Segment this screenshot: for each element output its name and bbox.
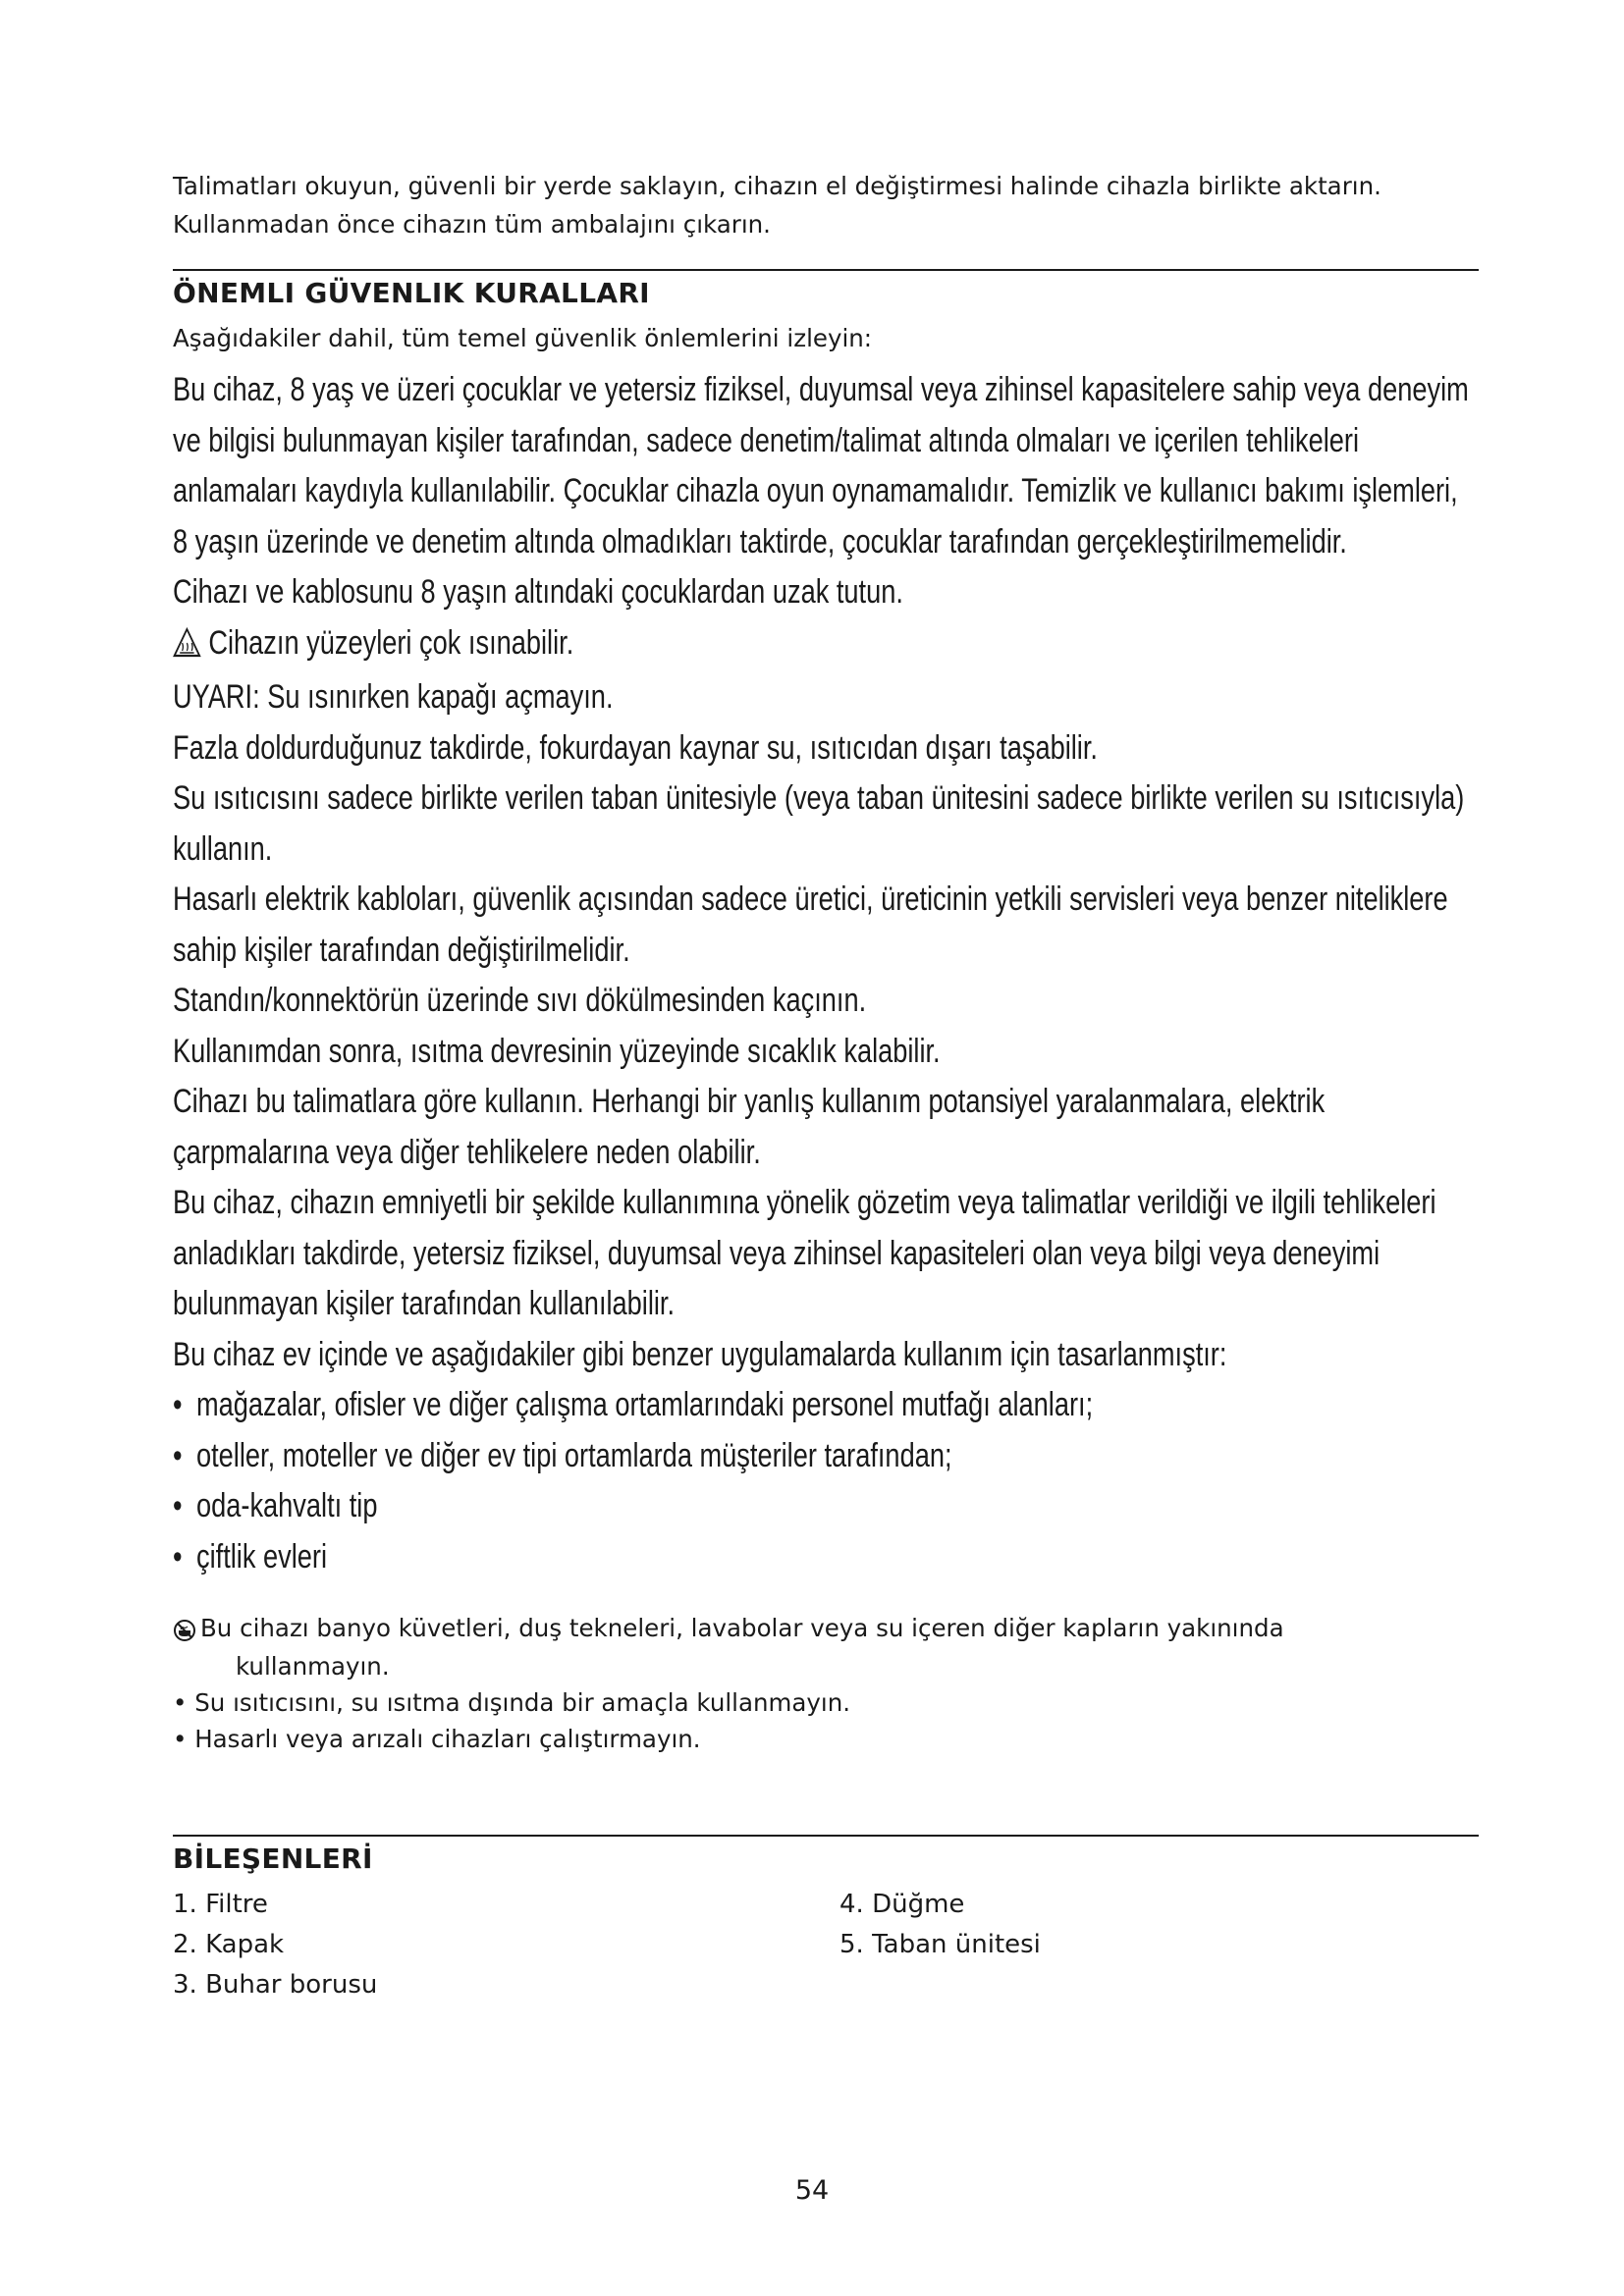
intro-text: [173, 167, 1469, 243]
note-purpose: • Su ısıtıcısını, su ısıtma dışında bir amaçla kullanmayın.: [173, 1687, 851, 1717]
safety-paragraph: Kullanımdan sonra, ısıtma devresinin yüzeyinde sıcaklık kalabilir.: [173, 1032, 941, 1070]
safety-paragraph: Hasarlı elektrik kabloları, güvenlik açısından sadece üretici, üreticinin yetkili servisleri veya benzer niteliklere sahip kişiler tarafından değiştirilmelidir.: [173, 881, 1448, 969]
safety-paragraph: Cihazı ve kablosunu 8 yaşın altındaki çocuklardan uzak tutun.: [173, 573, 903, 611]
components-heading: BİLEŞENLERİ: [173, 1842, 373, 1875]
intro-line-2: Kullanmadan önce cihazın tüm ambalajını çıkarın.: [173, 210, 771, 239]
section-divider: [173, 269, 1479, 271]
safety-paragraph: Standın/konnektörün üzerinde sıvı dökülmesinden kaçının.: [173, 982, 867, 1019]
list-item: 3. Buhar borusu: [173, 1970, 378, 2000]
no-bath-icon: [173, 1612, 200, 1648]
safety-paragraph: UYARI: Su ısınırken kapağı açmayın.: [173, 678, 614, 716]
safety-paragraph: Bu cihaz, 8 yaş ve üzeri çocuklar ve yetersiz fiziksel, duyumsal veya zihinsel kapasitelere sahip veya deneyim ve bilgisi bulunmayan kişiler tarafından, sadece denetim/talimat altında olmaları ve içerilen tehlikeleri anlamaları kaydıyla kullanılabilir. Çocuklar cihazla oyun oynamamalıdır. Temizlik ve kullanıcı bakımı işlemleri, 8 yaşın üzerinde ve denetim altında olmadıkları taktirde, çocuklar tarafından gerçekleştirilmemelidir.: [173, 371, 1469, 561]
safety-paragraph: Bu cihaz ev içinde ve aşağıdakiler gibi benzer uygulamalarda kullanım için tasarlanmıştır:: [173, 1335, 1227, 1373]
safety-subheading: Aşağıdakiler dahil, tüm temel güvenlik önlemlerini izleyin:: [173, 324, 873, 352]
page-number: 54: [794, 2175, 830, 2206]
list-item: 4. Düğme: [839, 1890, 965, 1919]
list-item: • oteller, moteller ve diğer ev tipi ortamlarda müşteriler tarafından;: [173, 1431, 1500, 1482]
bullet-dot: •: [173, 1724, 188, 1753]
list-item: 5. Taban ünitesi: [839, 1930, 1041, 1959]
hot-surface-warning-icon: [173, 622, 201, 673]
bullet-dot: •: [173, 1386, 183, 1423]
bullet-dot: •: [173, 1687, 188, 1717]
bullet-dot: •: [173, 1436, 183, 1474]
list-item: • oda-kahvaltı tip: [173, 1481, 1500, 1532]
small-notes: [173, 1610, 1469, 1757]
list-item: • mağazalar, ofisler ve diğer çalışma ortamlarındaki personel mutfağı alanları;: [173, 1380, 1500, 1431]
safety-paragraph: Fazla doldurduğunuz takdirde, fokurdayan kaynar su, ısıtıcıdan dışarı taşabilir.: [173, 728, 1098, 767]
safety-paragraph: Su ısıtıcısını sadece birlikte verilen taban ünitesiyle (veya taban ünitesini sadece birlikte verilen su ısıtıcısıyla) kullanın.: [173, 779, 1465, 868]
bullet-dot: •: [173, 1537, 183, 1575]
components-right-column: [839, 1885, 1041, 1965]
safety-paragraph: Bu cihaz, cihazın emniyetli bir şekilde kullanımına yönelik gözetim veya talimatlar verildiği ve ilgili tehlikeleri anladıkları takdirde, yetersiz fiziksel, duyumsal veya zihinsel kapasiteleri olan veya bilgi veya deneyimi bulunmayan kişiler tarafından kullanılabilir.: [173, 1184, 1436, 1322]
bullet-dot: •: [173, 1487, 183, 1524]
note-bath-continued: kullanmayın.: [236, 1651, 390, 1681]
safety-rules: [173, 365, 1469, 1582]
list-item: • çiftlik evleri: [173, 1532, 1500, 1583]
safety-paragraph: Cihazı bu talimatlara göre kullanın. Herhangi bir yanlış kullanım potansiyel yaralanmalara, elektrik çarpmalarına veya diğer tehlikelere neden olabilir.: [173, 1083, 1326, 1171]
safety-heading: ÖNEMLI GÜVENLIK KURALLARI: [173, 277, 650, 309]
section-divider: [173, 1835, 1479, 1837]
note-bath: Bu cihazı banyo küvetleri, duş tekneleri, lavabolar veya su içeren diğer kapların yakınında: [173, 1610, 1469, 1648]
safety-paragraph-hot-surface: [173, 618, 1477, 673]
components-left-column: [173, 1885, 377, 2005]
intro-line-1: Talimatları okuyun, güvenli bir yerde saklayın, cihazın el değiştirmesi halinde cihazla birlikte aktarın.: [173, 172, 1381, 200]
list-item: 1. Filtre: [173, 1890, 268, 1919]
list-item: 2. Kapak: [173, 1930, 285, 1959]
hot-surface-text: Cihazın yüzeyleri çok ısınabilir.: [208, 623, 574, 662]
note-damaged: • Hasarlı veya arızalı cihazları çalıştırmayın.: [173, 1724, 701, 1753]
